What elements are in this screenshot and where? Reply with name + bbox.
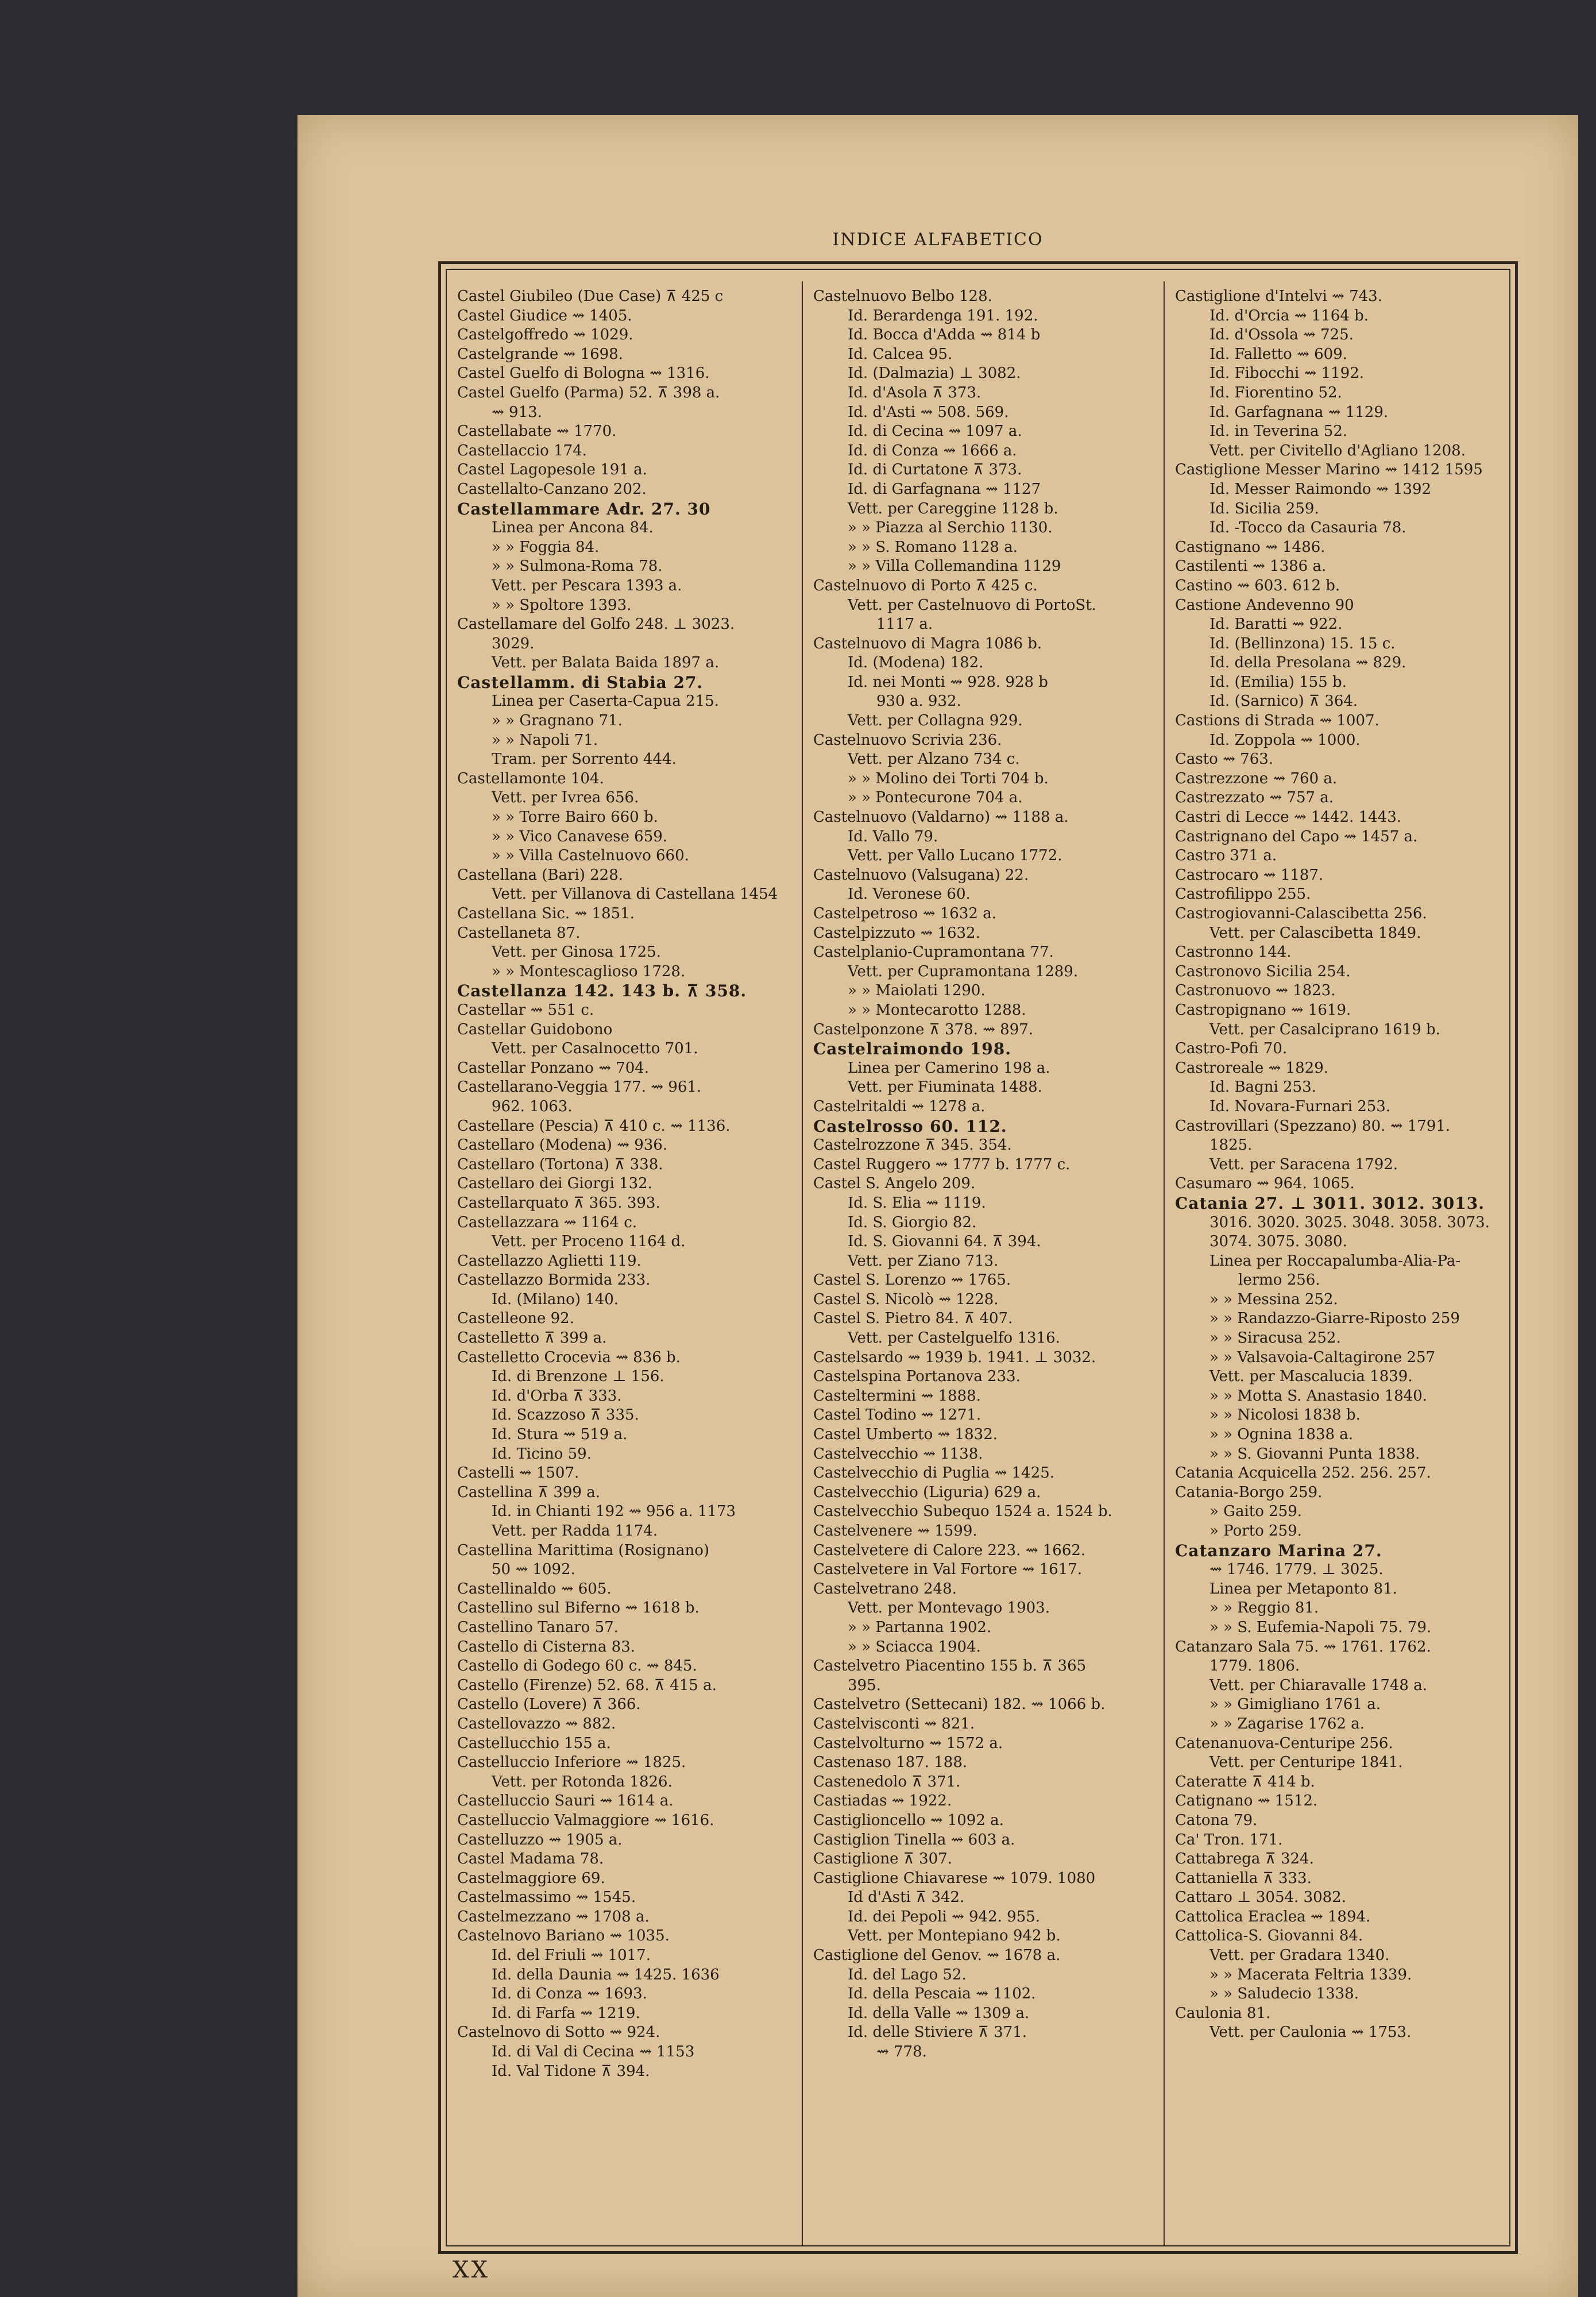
index-entry: Castrezzone ⇝ 760 a. — [1175, 769, 1338, 787]
index-entry: Castelvecchio (Liguria) 629 a. — [813, 1483, 1041, 1501]
index-entry: Id. Bagni 253. — [1209, 1078, 1316, 1096]
index-entry: Caulonia 81. — [1175, 2004, 1271, 2022]
index-entry: Id. in Teverina 52. — [1209, 423, 1348, 440]
index-entry: lermo 256. — [1238, 1271, 1320, 1289]
index-entry: 1117 a. — [876, 616, 933, 633]
index-entry: Catanzaro Sala 75. ⇝ 1761. 1762. — [1175, 1638, 1431, 1656]
page-header: INDICE ALFABETICO — [832, 230, 1044, 250]
index-entry: 3029. — [492, 635, 535, 652]
index-entry: Vett. per Ziano 713. — [848, 1252, 999, 1270]
index-entry: Vett. per Rotonda 1826. — [492, 1773, 673, 1791]
index-entry-heading: Castellamm. di Stabia 27. — [457, 672, 704, 692]
index-entry: Castronovo Sicilia 254. — [1175, 962, 1351, 980]
index-entry: Vett. per Castelnuovo di PortoSt. — [848, 596, 1096, 614]
index-entry: Castelletto Crocevia ⇝ 836 b. — [457, 1348, 681, 1366]
index-entry: Id. dei Pepoli ⇝ 942. 955. — [848, 1908, 1041, 1925]
index-entry: Castenaso 187. 188. — [813, 1754, 968, 1772]
index-entry: Catona 79. — [1175, 1811, 1258, 1829]
index-entry: Castelvetrano 248. — [813, 1580, 957, 1598]
index-entry: Id. della Daunia ⇝ 1425. 1636 — [492, 1966, 720, 1983]
index-entry: Castelvenere ⇝ 1599. — [813, 1522, 977, 1540]
index-entry: Vett. per Ivrea 656. — [492, 789, 639, 807]
index-entry: Castelgrande ⇝ 1698. — [457, 345, 623, 363]
index-entry: » » Motta S. Anastasio 1840. — [1209, 1387, 1428, 1405]
index-entry: Castellarano-Veggia 177. ⇝ 961. — [457, 1078, 702, 1096]
index-entry: Castelvecchio Subequo 1524 a. 1524 b. — [813, 1503, 1112, 1521]
index-entry: Linea per Ancona 84. — [492, 519, 654, 537]
index-entry: Id. Falletto ⇝ 609. — [1209, 345, 1347, 363]
index-frame — [438, 261, 1518, 2254]
index-entry: Castelmassimo ⇝ 1545. — [457, 1889, 636, 1907]
index-entry: Tram. per Sorrento 444. — [492, 751, 677, 768]
page-number: XX — [453, 2257, 490, 2283]
index-entry: Id. Zoppola ⇝ 1000. — [1209, 731, 1361, 749]
index-entry: Castelvecchio di Puglia ⇝ 1425. — [813, 1464, 1055, 1482]
index-entry: Castino ⇝ 603. 612 b. — [1175, 577, 1340, 594]
index-entry: Id. di Garfagnana ⇝ 1127 — [848, 480, 1041, 498]
index-entry: Castelvetro (Settecani) 182. ⇝ 1066 b. — [813, 1696, 1106, 1714]
index-entry: » » Vico Canavese 659. — [492, 827, 668, 845]
index-entry: » Porto 259. — [1209, 1522, 1302, 1540]
index-entry: Castroreale ⇝ 1829. — [1175, 1059, 1329, 1077]
index-entry: » » Zagarise 1762 a. — [1209, 1715, 1365, 1733]
index-entry: Castronno 144. — [1175, 943, 1292, 961]
index-entry: Castelmezzano ⇝ 1708 a. — [457, 1908, 650, 1925]
index-entry: Vett. per Montepiano 942 b. — [848, 1927, 1061, 1945]
index-entry: Vett. per Caulonia ⇝ 1753. — [1209, 2024, 1412, 2041]
index-entry: Linea per Roccapalumba-Alia-Pa- — [1209, 1252, 1461, 1270]
index-entry: 962. 1063. — [492, 1097, 573, 1115]
index-entry: Castro 371 a. — [1175, 847, 1277, 865]
index-entry: Id. del Lago 52. — [848, 1966, 967, 1983]
index-entry: Castellovazzo ⇝ 882. — [457, 1715, 616, 1733]
index-entry: Castellazzo Aglietti 119. — [457, 1252, 642, 1270]
index-entry: Vett. per Balata Baida 1897 a. — [492, 654, 720, 672]
index-entry: Vett. per Collagna 929. — [848, 712, 1023, 730]
index-entry: Castro-Pofi 70. — [1175, 1040, 1288, 1058]
index-entry: Casto ⇝ 763. — [1175, 751, 1274, 768]
index-entry: Castellucchio 155 a. — [457, 1734, 611, 1752]
index-entry-heading: Castelraimondo 198. — [813, 1039, 1011, 1059]
index-entry: Id. delle Stiviere ⊼ 371. — [848, 2024, 1027, 2041]
index-entry: Castelvolturno ⇝ 1572 a. — [813, 1734, 1003, 1752]
index-entry: Id. in Chianti 192 ⇝ 956 a. 1173 — [492, 1503, 736, 1521]
index-entry: Id. Berardenga 191. 192. — [848, 307, 1038, 324]
index-entry-heading: Castellanza 142. 143 b. ⊼ 358. — [457, 981, 747, 1001]
index-entry: Id. (Sarnico) ⊼ 364. — [1209, 693, 1358, 710]
index-entry: Cateratte ⊼ 414 b. — [1175, 1773, 1315, 1791]
index-entry: Vett. per Villanova di Castellana 1454 — [492, 885, 778, 903]
index-entry: Catignano ⇝ 1512. — [1175, 1792, 1318, 1810]
index-entry: Castellamonte 104. — [457, 769, 604, 787]
index-column-2 — [813, 287, 1152, 2242]
index-entry: Castellar Guidobono — [457, 1020, 613, 1038]
index-entry: Id. Baratti ⇝ 922. — [1209, 616, 1343, 633]
index-entry: Id. Vallo 79. — [848, 827, 938, 845]
index-entry: Castellamare del Golfo 248. ⊥ 3023. — [457, 616, 735, 633]
index-entry: Castellana (Bari) 228. — [457, 866, 624, 884]
index-entry: Castrofilippo 255. — [1175, 885, 1311, 903]
index-entry: Id. S. Giovanni 64. ⊼ 394. — [848, 1233, 1041, 1251]
index-entry: Castelrozzone ⊼ 345. 354. — [813, 1136, 1012, 1154]
index-column-1 — [457, 287, 790, 2242]
index-entry: Vett. per Mascalucia 1839. — [1209, 1368, 1413, 1386]
index-entry: Castellabate ⇝ 1770. — [457, 423, 617, 440]
index-entry: Castellarquato ⊼ 365. 393. — [457, 1194, 660, 1212]
index-entry: Vett. per Careggine 1128 b. — [848, 500, 1058, 517]
index-entry: Castellazzo Bormida 233. — [457, 1271, 651, 1289]
index-entry: Id. di Val di Cecina ⇝ 1153 — [492, 2043, 695, 2061]
index-entry: Id. del Friuli ⇝ 1017. — [492, 1947, 651, 1965]
index-entry: Id. Scazzoso ⊼ 335. — [492, 1406, 639, 1424]
index-entry: Castelponzone ⊼ 378. ⇝ 897. — [813, 1020, 1034, 1038]
index-entry: Castrocaro ⇝ 1187. — [1175, 866, 1324, 884]
index-entry: Id. Val Tidone ⊼ 394. — [492, 2062, 650, 2080]
index-entry: Vett. per Chiaravalle 1748 a. — [1209, 1676, 1427, 1694]
index-entry: » » Pontecurone 704 a. — [848, 789, 1023, 807]
index-entry: » » Villa Collemandina 1129 — [848, 558, 1061, 575]
index-entry: Id. Veronese 60. — [848, 885, 971, 903]
index-entry: Linea per Metaponto 81. — [1209, 1580, 1397, 1598]
index-entry: Id. Ticino 59. — [492, 1445, 592, 1463]
index-entry: Castellaro (Tortona) ⊼ 338. — [457, 1155, 663, 1173]
index-entry: » Gaito 259. — [1209, 1503, 1303, 1521]
index-entry: Vett. per Casalciprano 1619 b. — [1209, 1020, 1440, 1038]
index-entry: Id. di Brenzone ⊥ 156. — [492, 1368, 664, 1386]
index-entry: Castello di Cisterna 83. — [457, 1638, 636, 1656]
index-entry: Id. d'Orcia ⇝ 1164 b. — [1209, 307, 1369, 324]
index-entry: » » Macerata Feltria 1339. — [1209, 1966, 1412, 1983]
index-entry: 930 a. 932. — [876, 693, 961, 710]
index-entry: Vett. per Montevago 1903. — [848, 1599, 1050, 1617]
index-entry: Vett. per Gradara 1340. — [1209, 1947, 1390, 1965]
index-entry: Castiglion Tinella ⇝ 603 a. — [813, 1831, 1015, 1849]
index-entry: Castelnuovo (Valsugana) 22. — [813, 866, 1029, 884]
index-entry: » » Piazza al Serchio 1130. — [848, 519, 1053, 537]
index-entry: Castenedolo ⊼ 371. — [813, 1773, 961, 1791]
index-entry: » » Molino dei Torti 704 b. — [848, 769, 1049, 787]
index-entry: Vett. per Ginosa 1725. — [492, 943, 661, 961]
index-column-3 — [1175, 287, 1508, 2242]
index-entry: Castelli ⇝ 1507. — [457, 1464, 579, 1482]
index-entry: Id. Garfagnana ⇝ 1129. — [1209, 403, 1389, 421]
index-entry: Castelvetere di Calore 223. ⇝ 1662. — [813, 1541, 1086, 1559]
index-entry: » » Reggio 81. — [1209, 1599, 1319, 1617]
index-entry: Castelletto ⊼ 399 a. — [457, 1329, 607, 1347]
index-entry: Castrovillari (Spezzano) 80. ⇝ 1791. — [1175, 1117, 1451, 1135]
index-entry: » » S. Romano 1128 a. — [848, 538, 1018, 556]
index-entry: Id. della Presolana ⇝ 829. — [1209, 654, 1406, 672]
index-entry: » » Torre Bairo 660 b. — [492, 809, 658, 826]
index-entry: Id. -Tocco da Casauria 78. — [1209, 519, 1406, 537]
index-entry: Casumaro ⇝ 964. 1065. — [1175, 1175, 1355, 1193]
index-entry: Castel Giubileo (Due Case) ⊼ 425 c — [457, 288, 724, 305]
index-entry: Castellana Sic. ⇝ 1851. — [457, 905, 635, 922]
index-entry: Castione Andevenno 90 — [1175, 596, 1354, 614]
book-page — [297, 115, 1578, 2297]
index-entry: Vett. per Proceno 1164 d. — [492, 1233, 686, 1251]
index-entry: ⇝ 913. — [492, 403, 542, 421]
index-entry: Castilenti ⇝ 1386 a. — [1175, 558, 1327, 575]
index-entry: Castellaro (Modena) ⇝ 936. — [457, 1136, 668, 1154]
index-entry-heading: Castellammare Adr. 27. 30 — [457, 499, 711, 519]
index-entry: Castel Todino ⇝ 1271. — [813, 1406, 981, 1424]
index-entry: Castiglione ⊼ 307. — [813, 1850, 953, 1868]
index-entry: Castions di Strada ⇝ 1007. — [1175, 712, 1379, 730]
index-entry: Castel S. Nicolò ⇝ 1228. — [813, 1290, 999, 1308]
index-entry: Id. di Conza ⇝ 1693. — [492, 1985, 647, 2003]
index-entry: Castiadas ⇝ 1922. — [813, 1792, 952, 1810]
index-entry: Castelpizzuto ⇝ 1632. — [813, 924, 980, 942]
index-entry: Id. Calcea 95. — [848, 345, 953, 363]
index-entry: Castellinaldo ⇝ 605. — [457, 1580, 612, 1598]
index-entry: Id. Stura ⇝ 519 a. — [492, 1426, 628, 1444]
index-entry: Castel Madama 78. — [457, 1850, 604, 1868]
index-entry: Castellaro dei Giorgi 132. — [457, 1175, 652, 1193]
index-entry: » » Ognina 1838 a. — [1209, 1426, 1354, 1444]
index-entry: Castellar ⇝ 551 c. — [457, 1001, 594, 1019]
index-entry: Castellino sul Biferno ⇝ 1618 b. — [457, 1599, 700, 1617]
index-entry: Vett. per Castelguelfo 1316. — [848, 1329, 1060, 1347]
index-entry: Linea per Camerino 198 a. — [848, 1059, 1050, 1077]
index-entry: Id. (Emilia) 155 b. — [1209, 673, 1347, 691]
index-entry: Castrezzato ⇝ 757 a. — [1175, 789, 1334, 807]
index-entry: Castelluccio Sauri ⇝ 1614 a. — [457, 1792, 674, 1810]
index-entry: ⇝ 1746. 1779. ⊥ 3025. — [1209, 1561, 1384, 1579]
index-entry: Id. S. Giorgio 82. — [848, 1213, 977, 1231]
index-entry: Castropignano ⇝ 1619. — [1175, 1001, 1351, 1019]
index-entry: » » S. Eufemia-Napoli 75. 79. — [1209, 1618, 1432, 1636]
index-entry: Castel Guelfo di Bologna ⇝ 1316. — [457, 365, 710, 382]
index-entry: Castiglioncello ⇝ 1092 a. — [813, 1811, 1004, 1829]
index-entry: Id. di Conza ⇝ 1666 a. — [848, 442, 1017, 459]
index-entry: » » Randazzo-Giarre-Riposto 259 — [1209, 1310, 1460, 1328]
column-divider — [1164, 281, 1165, 2245]
index-entry: Castelnuovo Belbo 128. — [813, 288, 992, 305]
index-entry: Id. Bocca d'Adda ⇝ 814 b — [848, 326, 1041, 344]
index-entry: Castiglione d'Intelvi ⇝ 743. — [1175, 288, 1382, 305]
index-entry: Id. di Curtatone ⊼ 373. — [848, 461, 1022, 479]
index-entry: Id. di Farfa ⇝ 1219. — [492, 2004, 640, 2022]
index-entry: Castello (Lovere) ⊼ 366. — [457, 1696, 641, 1714]
index-entry: Castellaccio 174. — [457, 442, 587, 459]
index-entry: Castel Guelfo (Parma) 52. ⊼ 398 a. — [457, 384, 720, 401]
index-entry: Castelluccio Inferiore ⇝ 1825. — [457, 1754, 686, 1772]
index-entry: Vett. per Casalnocetto 701. — [492, 1040, 698, 1058]
index-entry: Id. d'Asti ⇝ 508. 569. — [848, 403, 1009, 421]
index-entry: Id. d'Orba ⊼ 333. — [492, 1387, 622, 1405]
index-entry: Id. (Modena) 182. — [848, 654, 984, 672]
index-entry-heading: Catania 27. ⊥ 3011. 3012. 3013. — [1175, 1193, 1485, 1213]
index-entry: Id. (Dalmazia) ⊥ 3082. — [848, 365, 1021, 382]
index-entry: Castellar Ponzano ⇝ 704. — [457, 1059, 650, 1077]
index-entry: Castello di Godego 60 c. ⇝ 845. — [457, 1657, 697, 1675]
index-entry: Castelsardo ⇝ 1939 b. 1941. ⊥ 3032. — [813, 1348, 1096, 1366]
index-entry: Id. della Valle ⇝ 1309 a. — [848, 2004, 1030, 2022]
index-entry: Castelritaldi ⇝ 1278 a. — [813, 1097, 986, 1115]
index-entry: Id. nei Monti ⇝ 928. 928 b — [848, 673, 1048, 691]
index-entry: Vett. per Radda 1174. — [492, 1522, 658, 1540]
index-entry: Castel Ruggero ⇝ 1777 b. 1777 c. — [813, 1155, 1071, 1173]
index-entry: Castignano ⇝ 1486. — [1175, 538, 1326, 556]
index-entry: Castri di Lecce ⇝ 1442. 1443. — [1175, 809, 1402, 826]
index-entry: Castelnuovo di Magra 1086 b. — [813, 635, 1042, 652]
index-entry: » » Napoli 71. — [492, 731, 598, 749]
index-entry: Id. d'Ossola ⇝ 725. — [1209, 326, 1354, 344]
index-entry: Castelvisconti ⇝ 821. — [813, 1715, 975, 1733]
index-entry: Castellina ⊼ 399 a. — [457, 1483, 600, 1501]
index-entry: Vett. per Centuripe 1841. — [1209, 1754, 1403, 1772]
index-entry: Castelvetere in Val Fortore ⇝ 1617. — [813, 1561, 1083, 1579]
index-entry: 3074. 3075. 3080. — [1209, 1233, 1347, 1251]
index-entry: Castel Umberto ⇝ 1832. — [813, 1426, 998, 1444]
index-entry: Cattaniella ⊼ 333. — [1175, 1869, 1312, 1887]
index-entry: Cattaro ⊥ 3054. 3082. — [1175, 1889, 1346, 1907]
index-entry: » » Villa Castelnuovo 660. — [492, 847, 689, 865]
index-entry: Id. Sicilia 259. — [1209, 500, 1319, 517]
index-entry: » » Foggia 84. — [492, 538, 600, 556]
index-entry: » » Siracusa 252. — [1209, 1329, 1341, 1347]
column-divider — [802, 281, 803, 2245]
index-entry: Castel S. Lorenzo ⇝ 1765. — [813, 1271, 1011, 1289]
index-entry: Vett. per Civitello d'Agliano 1208. — [1209, 442, 1466, 459]
index-entry: Vett. per Pescara 1393 a. — [492, 577, 682, 594]
index-entry: Cattolica Eraclea ⇝ 1894. — [1175, 1908, 1371, 1925]
index-entry: Castelspina Portanova 233. — [813, 1368, 1021, 1386]
index-entry: Castello (Firenze) 52. 68. ⊼ 415 a. — [457, 1676, 717, 1694]
index-entry: Castel Giudice ⇝ 1405. — [457, 307, 632, 324]
index-entry: Id. della Pescaia ⇝ 1102. — [848, 1985, 1036, 2003]
index-entry: Castiglione Chiavarese ⇝ 1079. 1080 — [813, 1869, 1096, 1887]
index-entry: Castelleone 92. — [457, 1310, 574, 1328]
index-entry: » » S. Giovanni Punta 1838. — [1209, 1445, 1420, 1463]
index-entry: Castellaneta 87. — [457, 924, 581, 942]
index-entry: Castelnovo di Sotto ⇝ 924. — [457, 2024, 660, 2041]
index-entry: Castelnuovo (Valdarno) ⇝ 1188 a. — [813, 809, 1069, 826]
index-entry: Castronuovo ⇝ 1823. — [1175, 982, 1336, 1000]
index-entry: Id. d'Asola ⊼ 373. — [848, 384, 981, 401]
index-entry: Castelnuovo di Porto ⊼ 425 c. — [813, 577, 1038, 594]
index-entry: » » Saludecio 1338. — [1209, 1985, 1359, 2003]
index-entry: 3016. 3020. 3025. 3048. 3058. 3073. — [1209, 1213, 1490, 1231]
index-entry: Id. Novara-Furnari 253. — [1209, 1097, 1391, 1115]
index-entry: Castelvetro Piacentino 155 b. ⊼ 365 — [813, 1657, 1087, 1675]
index-entry: Vett. per Alzano 734 c. — [848, 751, 1020, 768]
index-entry: » » Spoltore 1393. — [492, 596, 632, 614]
index-entry: Vett. per Vallo Lucano 1772. — [848, 847, 1062, 865]
index-entry: Id. Messer Raimondo ⇝ 1392 — [1209, 480, 1432, 498]
index-entry: Castrignano del Capo ⇝ 1457 a. — [1175, 827, 1418, 845]
index-entry: Ca' Tron. 171. — [1175, 1831, 1283, 1849]
index-entry: Castelluccio Valmaggiore ⇝ 1616. — [457, 1811, 714, 1829]
index-entry: » » Gimigliano 1761 a. — [1209, 1696, 1381, 1714]
index-entry: Castiglione del Genov. ⇝ 1678 a. — [813, 1947, 1061, 1965]
index-entry: Castrogiovanni-Calascibetta 256. — [1175, 905, 1427, 922]
index-entry: Castelluzzo ⇝ 1905 a. — [457, 1831, 623, 1849]
index-entry: Castelpetroso ⇝ 1632 a. — [813, 905, 996, 922]
index-entry: Castelgoffredo ⇝ 1029. — [457, 326, 633, 344]
index-entry: Castellino Tanaro 57. — [457, 1618, 619, 1636]
index-entry: 1779. 1806. — [1209, 1657, 1300, 1675]
index-entry: Castel S. Pietro 84. ⊼ 407. — [813, 1310, 1013, 1328]
index-entry: Catania Acquicella 252. 256. 257. — [1175, 1464, 1431, 1482]
index-entry: Casteltermini ⇝ 1888. — [813, 1387, 981, 1405]
index-entry: Castelnovo Bariano ⇝ 1035. — [457, 1927, 670, 1945]
index-entry: Castellalto-Canzano 202. — [457, 480, 647, 498]
index-entry: Castellina Marittima (Rosignano) — [457, 1541, 709, 1559]
index-entry: Castelplanio-Cupramontana 77. — [813, 943, 1054, 961]
index-entry: Id. S. Elia ⇝ 1119. — [848, 1194, 986, 1212]
index-entry: » » Valsavoia-Caltagirone 257 — [1209, 1348, 1436, 1366]
index-entry: Castel Lagopesole 191 a. — [457, 461, 647, 479]
index-entry: Castelnuovo Scrivia 236. — [813, 731, 1002, 749]
index-entry: 1825. — [1209, 1136, 1253, 1154]
index-entry: Id d'Asti ⊼ 342. — [848, 1889, 965, 1907]
index-entry: » » Montescaglioso 1728. — [492, 962, 686, 980]
index-entry: Id. (Milano) 140. — [492, 1290, 619, 1308]
index-entry: Catenanuova-Centuripe 256. — [1175, 1734, 1393, 1752]
index-entry: » » Partanna 1902. — [848, 1618, 992, 1636]
index-entry: Castelvecchio ⇝ 1138. — [813, 1445, 983, 1463]
index-entry: Castellare (Pescia) ⊼ 410 c. ⇝ 1136. — [457, 1117, 731, 1135]
index-entry: Castelmaggiore 69. — [457, 1869, 605, 1887]
index-entry: Castellazzara ⇝ 1164 c. — [457, 1213, 637, 1231]
index-entry: Cattolica-S. Giovanni 84. — [1175, 1927, 1363, 1945]
index-entry: 395. — [848, 1676, 881, 1694]
index-entry-heading: Castelrosso 60. 112. — [813, 1116, 1007, 1136]
index-entry: » » Maiolati 1290. — [848, 982, 986, 1000]
index-entry: Vett. per Cupramontana 1289. — [848, 962, 1079, 980]
index-entry: Vett. per Saracena 1792. — [1209, 1155, 1398, 1173]
index-entry: Catania-Borgo 259. — [1175, 1483, 1323, 1501]
index-entry: » » Sciacca 1904. — [848, 1638, 981, 1656]
index-entry: Cattabrega ⊼ 324. — [1175, 1850, 1314, 1868]
index-entry: » » Sulmona-Roma 78. — [492, 558, 663, 575]
index-entry-heading: Catanzaro Marina 27. — [1175, 1541, 1382, 1560]
index-entry: ⇝ 778. — [876, 2043, 927, 2061]
index-entry: Id. (Bellinzona) 15. 15 c. — [1209, 635, 1396, 652]
index-entry: Id. Fiorentino 52. — [1209, 384, 1342, 401]
index-entry: » » Nicolosi 1838 b. — [1209, 1406, 1361, 1424]
index-entry: 50 ⇝ 1092. — [492, 1561, 575, 1579]
index-entry: Linea per Caserta-Capua 215. — [492, 693, 719, 710]
index-entry: Castiglione Messer Marino ⇝ 1412 1595 — [1175, 461, 1483, 479]
index-entry: » » Gragnano 71. — [492, 712, 623, 730]
index-entry: » » Montecarotto 1288. — [848, 1001, 1026, 1019]
index-entry: Vett. per Fiuminata 1488. — [848, 1078, 1042, 1096]
index-entry: » » Messina 252. — [1209, 1290, 1338, 1308]
index-entry: Id. di Cecina ⇝ 1097 a. — [848, 423, 1022, 440]
index-entry: Castel S. Angelo 209. — [813, 1175, 976, 1193]
index-entry: Vett. per Calascibetta 1849. — [1209, 924, 1421, 942]
index-entry: Id. Fibocchi ⇝ 1192. — [1209, 365, 1365, 382]
